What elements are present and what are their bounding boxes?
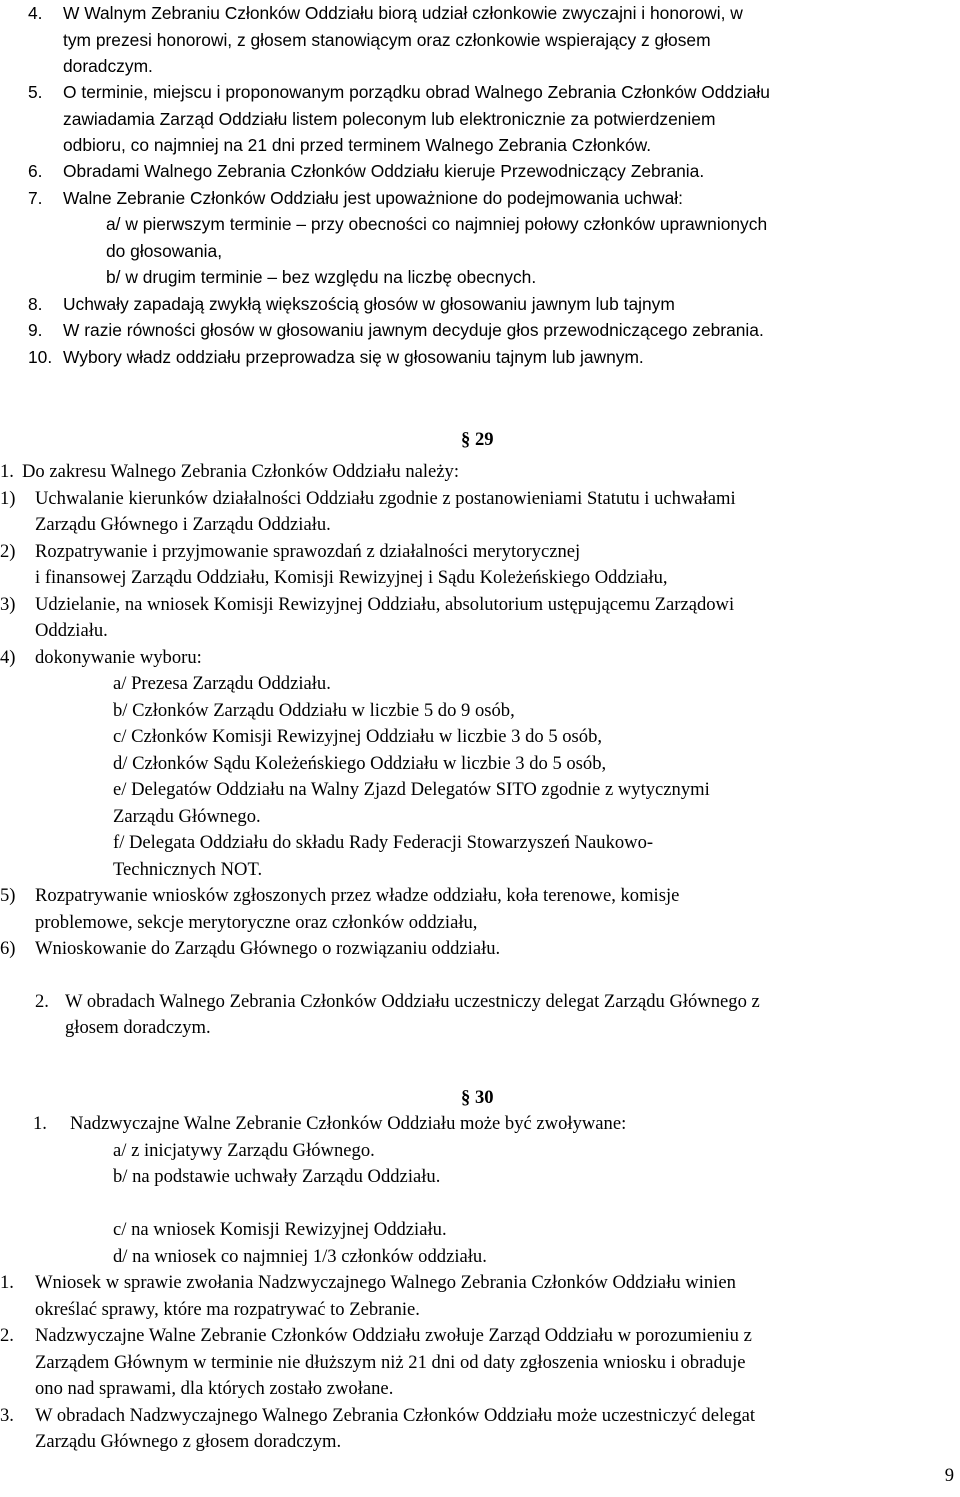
list-item bbox=[0, 539, 950, 592]
text-line: a/ w pierwszym terminie – przy obecności co najmniej połowy członków uprawnionych bbox=[106, 214, 768, 234]
text-line: a/ Prezesa Zarządu Oddziału. bbox=[113, 673, 331, 694]
text-line: Uchwały zapadają zwykłą większością głosów w głosowaniu jawnym lub tajnym bbox=[63, 293, 675, 314]
item-number: 1. bbox=[0, 1272, 14, 1293]
page-number: 9 bbox=[944, 1464, 954, 1486]
list-item bbox=[0, 645, 950, 672]
item-number: 8. bbox=[28, 293, 43, 314]
list-item bbox=[28, 0, 948, 79]
text-line: Nadzwyczajne Walne Zebranie Członków Oddziału może być zwoływane: bbox=[70, 1113, 627, 1134]
item-number: 6) bbox=[0, 938, 16, 959]
text-line: b/ na podstawie uchwały Zarządu Oddziału. bbox=[113, 1166, 441, 1187]
item-number: 9. bbox=[28, 320, 43, 340]
text-line: Zarządu Głównego i Zarządu Oddziału. bbox=[35, 514, 331, 535]
intro-line bbox=[0, 459, 950, 486]
text-line: W obradach Walnego Zebrania Członków Oddziału uczestniczy delegat Zarządu Głównego z bbox=[65, 990, 760, 1012]
list-item bbox=[0, 936, 950, 963]
item-number: 1) bbox=[0, 487, 16, 509]
list-item bbox=[0, 1270, 950, 1323]
text-line: Oddziału. bbox=[35, 620, 108, 641]
text-line: a/ z inicjatywy Zarządu Głównego. bbox=[113, 1139, 375, 1161]
text-line: d/ Członków Sądu Koleżeńskiego Oddziału w liczbie 3 do 5 osób, bbox=[113, 752, 607, 774]
text-line: Rozpatrywanie i przyjmowanie sprawozdań z działalności merytorycznej bbox=[35, 540, 581, 562]
text-line: c/ na wniosek Komisji Rewizyjnej Oddziału. bbox=[113, 1219, 447, 1240]
text-line: głosem doradczym. bbox=[65, 1017, 211, 1038]
election-list bbox=[0, 671, 950, 883]
section-heading: § 30 bbox=[461, 1087, 494, 1108]
text-line: c/ Członków Komisji Rewizyjnej Oddziału w liczbie 3 do 5 osób, bbox=[113, 726, 603, 747]
text-line: Zarządu Głównego z głosem doradczym. bbox=[35, 1431, 342, 1452]
text-line: do głosowania, bbox=[106, 240, 223, 261]
list-item bbox=[28, 185, 948, 212]
item-number: 5) bbox=[0, 885, 16, 906]
section-29 bbox=[0, 459, 950, 1042]
text-line: Technicznych NOT. bbox=[113, 858, 263, 880]
text-line: odbioru, co najmniej na 21 dni przed terminem Walnego Zebrania Członków. bbox=[63, 135, 652, 155]
text-line: Nadzwyczajne Walne Zebranie Członków Oddziału zwołuje Zarząd Oddziału w porozumieniu z bbox=[35, 1325, 752, 1346]
list-item bbox=[0, 883, 950, 936]
text-line: Zarządem Głównym w terminie nie dłuższym niż 21 dni od daty zgłoszenia wniosku i obraduje bbox=[35, 1351, 746, 1373]
text-line: Uchwalanie kierunków działalności Oddziału zgodnie z postanowieniami Statutu i uchwałami bbox=[35, 487, 736, 509]
section-number: 30 bbox=[474, 1087, 494, 1108]
item-number: 4. bbox=[28, 3, 43, 23]
text-line: b/ w drugim terminie – bez względu na liczbę obecnych. bbox=[106, 267, 537, 287]
list-item bbox=[28, 291, 948, 318]
text-line: Rozpatrywanie wniosków zgłoszonych przez władze oddziału, koła terenowe, komisje bbox=[35, 885, 680, 906]
item-number: 2) bbox=[0, 540, 16, 562]
section-number: 29 bbox=[474, 429, 494, 450]
text-line: Wniosek w sprawie zwołania Nadzwyczajnego Walnego Zebrania Członków Oddziału winien bbox=[35, 1272, 736, 1293]
item-number: 1. bbox=[33, 1113, 47, 1134]
text-line: Obradami Walnego Zebrania Członków Oddziału kieruje Przewodniczący Zebrania. bbox=[63, 161, 705, 181]
item-number: 3) bbox=[0, 593, 16, 615]
list-item bbox=[0, 592, 950, 645]
text-line: Walne Zebranie Członków Oddziału jest upoważnione do podejmowania uchwał: bbox=[63, 187, 683, 208]
section-28-continuation bbox=[28, 0, 948, 370]
item-number: 2. bbox=[0, 1325, 14, 1346]
item-number: 2. bbox=[35, 990, 49, 1012]
list-item bbox=[0, 1323, 950, 1403]
text-line: problemowe, sekcje merytoryczne oraz członków oddziału, bbox=[35, 911, 478, 933]
text-line: f/ Delegata Oddziału do składu Rady Federacji Stowarzyszeń Naukowo- bbox=[113, 832, 654, 853]
text-line: W obradach Nadzwyczajnego Walnego Zebrania Członków Oddziału może uczestniczyć delegat bbox=[35, 1404, 756, 1426]
text-line: i finansowej Zarządu Oddziału, Komisji Rewizyjnej i Sądu Koleżeńskiego Oddziału, bbox=[35, 567, 668, 588]
convocation-options bbox=[0, 1138, 950, 1271]
item-number: 1. bbox=[0, 461, 14, 482]
list-item bbox=[0, 1111, 950, 1138]
text-line: Zarządu Głównego. bbox=[113, 805, 261, 827]
item-number: 4) bbox=[0, 646, 16, 668]
item-number: 3. bbox=[0, 1404, 14, 1426]
list-item bbox=[28, 79, 948, 158]
text-line: Do zakresu Walnego Zebrania Członków Oddziału należy: bbox=[22, 461, 460, 482]
text-line: ono nad sprawami, dla których zostało zwołane. bbox=[35, 1378, 394, 1399]
list-item bbox=[0, 486, 950, 539]
text-line: e/ Delegatów Oddziału na Walny Zjazd Delegatów SITO zgodnie z wytycznymi bbox=[113, 779, 710, 800]
text-line: d/ na wniosek co najmniej 1/3 członków oddziału. bbox=[113, 1245, 487, 1267]
list-item bbox=[0, 1403, 950, 1456]
item-number: 10. bbox=[28, 346, 53, 367]
section-heading: § 29 bbox=[461, 429, 494, 450]
text-line: Wnioskowanie do Zarządu Głównego o rozwiązaniu oddziału. bbox=[35, 938, 501, 959]
text-line: tym prezesi honorowi, z głosem stanowiącym oraz członkowie wspierający z głosem bbox=[63, 29, 711, 50]
text-line: W razie równości głosów w głosowaniu jawnym decyduje głos przewodniczącego zebrania. bbox=[63, 320, 764, 340]
text-line: b/ Członków Zarządu Oddziału w liczbie 5 do 9 osób, bbox=[113, 699, 515, 721]
list-item bbox=[28, 344, 948, 371]
list-item bbox=[28, 317, 948, 344]
text-line: doradczym. bbox=[63, 56, 153, 76]
item-number: 7. bbox=[28, 187, 43, 208]
text-line: dokonywanie wyboru: bbox=[35, 646, 202, 668]
list-item bbox=[28, 158, 948, 185]
section-30 bbox=[0, 1111, 950, 1456]
item-number: 5. bbox=[28, 82, 43, 102]
list-item bbox=[0, 989, 950, 1042]
item-number: 6. bbox=[28, 161, 43, 181]
text-line: Wybory władz oddziału przeprowadza się w głosowaniu tajnym lub jawnym. bbox=[63, 346, 644, 367]
text-line: W Walnym Zebraniu Członków Oddziału biorą udział członkowie zwyczajni i honorowi, w bbox=[63, 3, 743, 23]
text-line: określać sprawy, które ma rozpatrywać to Zebranie. bbox=[35, 1298, 420, 1320]
text-line: O terminie, miejscu i proponowanym porządku obrad Walnego Zebrania Członków Oddziału bbox=[63, 82, 770, 102]
text-line: Udzielanie, na wniosek Komisji Rewizyjnej Oddziału, absolutorium ustępującemu Zarządowi bbox=[35, 593, 735, 615]
text-line: zawiadamia Zarząd Oddziału listem poleconym lub elektronicznie za potwierdzeniem bbox=[63, 108, 716, 129]
item-7-subpoints bbox=[28, 211, 948, 291]
